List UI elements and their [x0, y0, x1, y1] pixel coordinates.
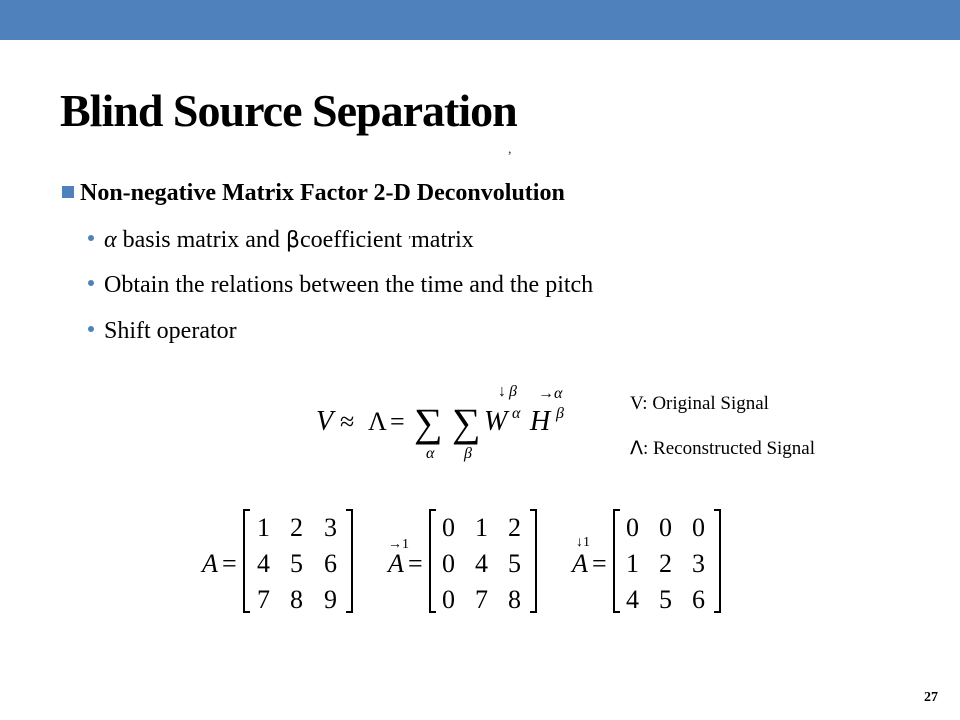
dot-bullet-icon [88, 235, 94, 241]
nmf2d-formula [316, 378, 576, 468]
matrix-a-right-shift-left-bracket [430, 510, 436, 612]
matrix-a-cell: 8 [290, 585, 303, 614]
formula-w: W [484, 406, 508, 437]
matrix-a-down-shift-cell: 3 [692, 549, 705, 578]
matrix-a-right-shift-cell: 4 [475, 549, 488, 578]
matrix-a-down-shift-cell: 0 [692, 513, 705, 542]
formula-w-superscript: α [512, 405, 521, 422]
formula-down-arrow: ↓ [498, 383, 506, 400]
matrix-a-right-shift-right-bracket [530, 510, 536, 612]
bullet-heading-text: Non-negative Matrix Factor 2-D Deconvolution [80, 180, 565, 206]
matrix-a-down-shift-accent: ↓1 [576, 535, 590, 550]
formula-lambda: Λ [368, 407, 387, 436]
square-bullet-icon [62, 186, 74, 198]
legend-lambda-text: : Reconstructed Signal [643, 438, 816, 459]
top-accent-bar [0, 0, 960, 40]
matrix-a-cell: 6 [324, 549, 337, 578]
matrix-a-cell: 2 [290, 513, 303, 542]
formula-sum-alpha: ∑ [414, 400, 443, 445]
matrix-a-down-shift-right-bracket [714, 510, 720, 612]
matrix-a-right-shift-equals: = [408, 549, 423, 578]
matrix-a-right-shift-cell: 7 [475, 585, 488, 614]
formula-h-superscript: β [556, 405, 564, 422]
matrix-a-right-shift-cell: 8 [508, 585, 521, 614]
matrix-a-right-shift-cell: 0 [442, 513, 455, 542]
formula-sum-beta-index: β [464, 445, 472, 462]
matrix-a-down-shift-cell: 0 [659, 513, 672, 542]
matrix-a-down-shift-cell: 6 [692, 585, 705, 614]
matrix-a-down-shift-cell: 2 [659, 549, 672, 578]
stray-comma-mark: , [508, 142, 512, 157]
sub-bullet-1 [88, 226, 474, 254]
sub-bullet-1-text-c: matrix [411, 227, 474, 253]
formula-h: H [530, 406, 551, 437]
matrix-a-right-shift-cell: 0 [442, 549, 455, 578]
matrix-a-down-shift-cell: 5 [659, 585, 672, 614]
matrix-a-down-shift [568, 508, 728, 614]
dot-bullet-icon [88, 280, 94, 286]
matrix-a-right-shift-cell: 2 [508, 513, 521, 542]
matrix-a-right-bracket [346, 510, 352, 612]
matrix-a-right-shift-cell: 0 [442, 585, 455, 614]
matrix-a-cell: 5 [290, 549, 303, 578]
matrix-a-left-bracket [244, 510, 250, 612]
matrix-a-down-shift-equals: = [592, 549, 607, 578]
formula-approx: ≈ [340, 407, 355, 436]
formula-v: V [316, 406, 334, 437]
formula-equals: = [390, 407, 405, 436]
matrix-a-equals: = [222, 549, 237, 578]
matrix-a-right-shift-cell: 5 [508, 549, 521, 578]
matrix-a-down-shift-label: A [572, 549, 588, 578]
slide-title: Blind Source Separation [60, 85, 517, 136]
formula-right-alpha: α [554, 385, 563, 402]
matrix-a-down-shift-cell: 4 [626, 585, 639, 614]
matrix-a-right-shift-cell: 1 [475, 513, 488, 542]
sub-bullet-1-mark: , [408, 226, 412, 240]
beta-symbol: β [285, 228, 300, 253]
matrix-a-down-shift-cell: 0 [626, 513, 639, 542]
matrix-a-down-shift-left-bracket [614, 510, 620, 612]
legend-v: V: Original Signal [630, 393, 769, 414]
matrix-a-label: A [202, 549, 218, 578]
matrix-a-right-shift [384, 508, 544, 614]
sub-bullet-1-text-b: coefficient [299, 227, 409, 253]
matrix-a-down-shift-cell: 1 [626, 549, 639, 578]
page-number: 27 [924, 690, 938, 705]
matrix-a-cell: 9 [324, 585, 337, 614]
alpha-symbol: α [104, 227, 117, 253]
bullet-heading [62, 180, 565, 207]
formula-sum-alpha-index: α [426, 445, 435, 462]
matrix-a-right-shift-label: A [388, 549, 404, 578]
formula-right-arrow: → [538, 385, 554, 402]
sub-bullet-3 [88, 318, 237, 345]
sub-bullet-1-text-a: basis matrix and [116, 227, 286, 253]
matrix-a-cell: 4 [257, 549, 270, 578]
dot-bullet-icon [88, 326, 94, 332]
sub-bullet-2-text: Obtain the relations between the time and the pitch [104, 272, 594, 298]
matrix-a-cell: 7 [257, 585, 270, 614]
sub-bullet-2 [88, 272, 593, 299]
formula-sum-beta: ∑ [452, 400, 481, 445]
formula-down-beta: β [509, 383, 517, 400]
matrix-a-cell: 1 [257, 513, 270, 542]
legend-lambda [630, 437, 815, 460]
legend-lambda-symbol: Λ [630, 437, 643, 459]
matrix-a-right-shift-accent: →1 [388, 537, 409, 552]
matrix-a-cell: 3 [324, 513, 337, 542]
matrix-a [200, 508, 360, 614]
sub-bullet-3-text: Shift operator [104, 318, 237, 344]
